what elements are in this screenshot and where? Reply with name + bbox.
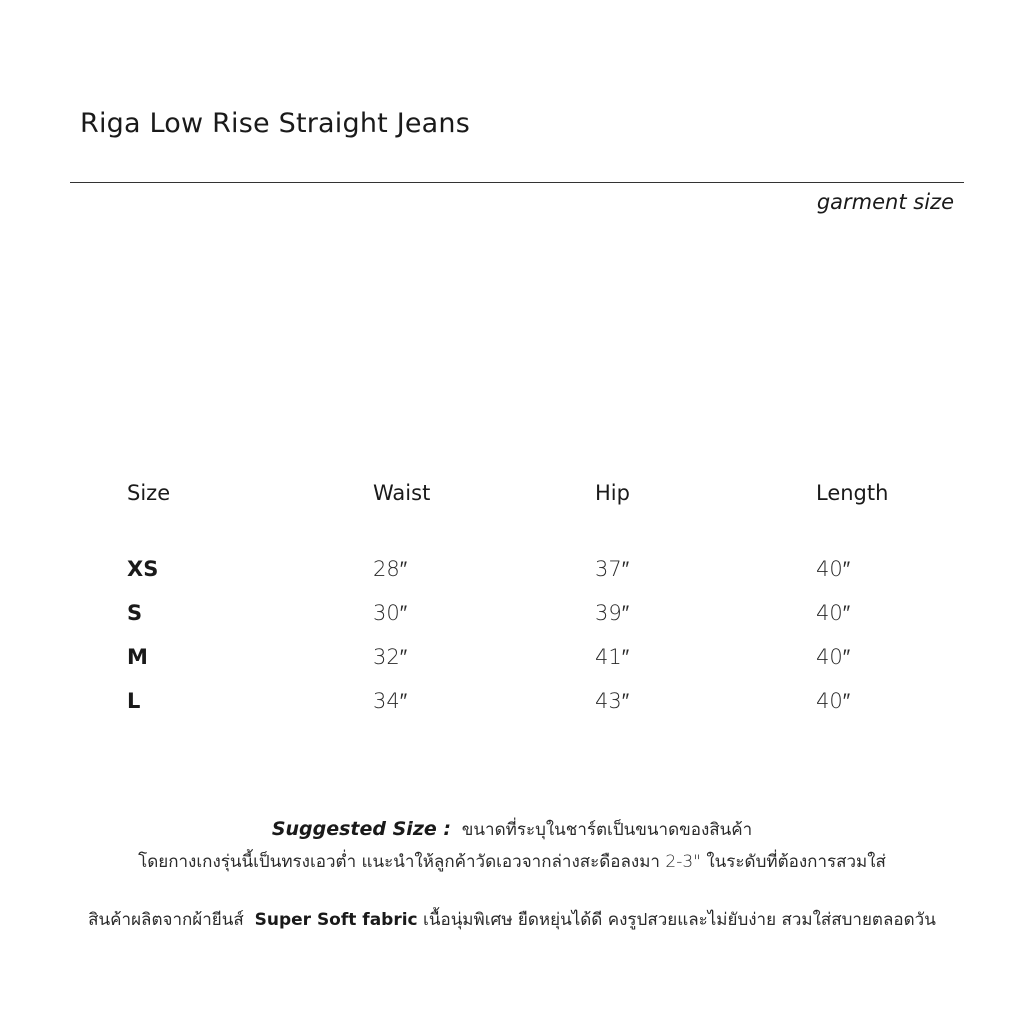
column-header-length: Length (816, 481, 889, 505)
hip-cell: 39″ (595, 601, 630, 625)
size-cell: S (127, 601, 143, 625)
page-title: Riga Low Rise Straight Jeans (80, 108, 470, 139)
size-cell: L (127, 689, 141, 713)
length-cell: 40″ (816, 557, 851, 581)
suggested-size-text: ขนาดที่ระบุในชาร์ตเป็นขนาดของสินค้า (461, 820, 753, 840)
waist-cell: 32″ (373, 645, 408, 669)
length-cell: 40″ (816, 645, 851, 669)
column-header-waist: Waist (373, 481, 431, 505)
hip-cell: 37″ (595, 557, 630, 581)
fabric-name: Super Soft fabric (254, 910, 418, 930)
low-rise-measuring-note: โดยกางเกงรุ่นนี้เป็นทรงเอวต่ำ แนะนำให้ลูกค้าวัดเอวจากล่างสะดือลงมา 2-3" ในระดับที่ต้องการสวมใส่ (138, 852, 886, 872)
suggested-size-label: Suggested Size : (271, 818, 451, 840)
fabric-note-suffix: เนื้อนุ่มพิเศษ ยืดหยุ่นได้ดี คงรูปสวยและไม่ยับง่าย สวมใส่สบายตลอดวัน (423, 910, 936, 930)
hip-cell: 41″ (595, 645, 630, 669)
suggested-size-note (0, 816, 1024, 843)
waist-cell: 34″ (373, 689, 408, 713)
fabric-note (0, 906, 1024, 933)
garment-size-caption: garment size (816, 190, 954, 214)
column-header-hip: Hip (595, 481, 630, 505)
size-cell: M (127, 645, 148, 669)
fabric-note-prefix: สินค้าผลิตจากผ้ายีนส์ (88, 910, 244, 930)
hip-cell: 43″ (595, 689, 630, 713)
length-cell: 40″ (816, 601, 851, 625)
waist-cell: 30″ (373, 601, 408, 625)
column-header-size: Size (127, 481, 171, 505)
size-cell: XS (127, 557, 159, 581)
length-cell: 40″ (816, 689, 851, 713)
waist-cell: 28″ (373, 557, 408, 581)
